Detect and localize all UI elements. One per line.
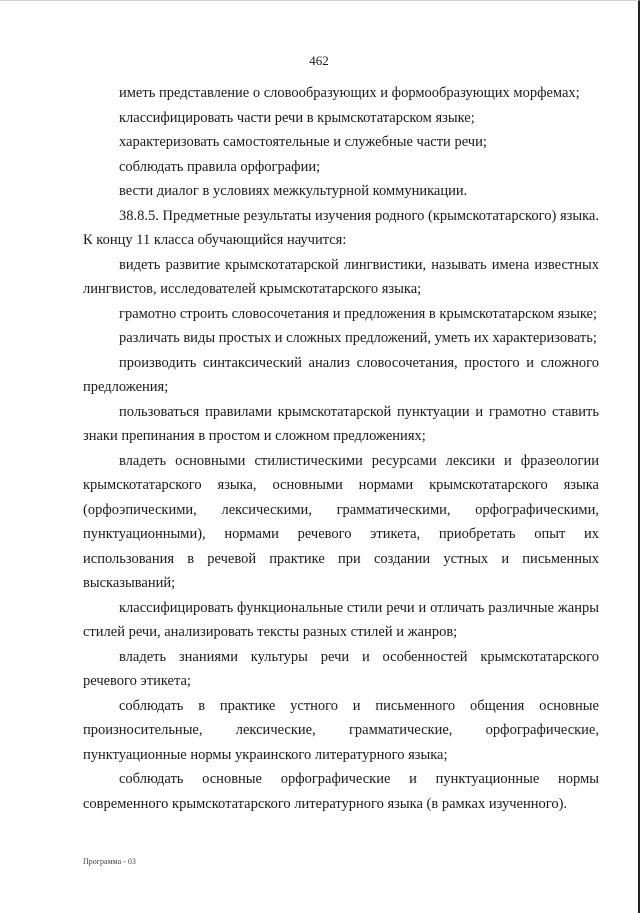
paragraph: владеть знаниями культуры речи и особенностей крымскотатарского речевого этикета; (83, 648, 599, 689)
paragraph: классифицировать функциональные стили речи и отличать различные жанры стилей речи, анализировать тексты разных стилей и жанров; (83, 599, 599, 640)
paragraph: видеть развитие крымскотатарской лингвистики, называть имена известных лингвистов, исследователей крымскотатарского языка; (83, 256, 599, 297)
paragraph: вести диалог в условиях межкультурной коммуникации. (119, 183, 468, 199)
body-text (83, 81, 599, 816)
paragraph: классифицировать части речи в крымскотатарском языке; (119, 109, 475, 126)
paragraph: соблюдать в практике устного и письменного общения основные произносительные, лексические, грамматические, орфографические, пунктуационные нормы украинского литературного языка; (83, 697, 599, 763)
paragraph: владеть основными стилистическими ресурсами лексики и фразеологии крымскотатарского языка, основными нормами крымскотатарского языка (орфоэпическими, лексическими, грамматическими, орфографическими, пунктуационными), нормами речевого этикета, приобретать опыт их использования в речевой практике при создании устных и письменных высказываний; (83, 452, 599, 591)
paragraph: производить синтаксический анализ словосочетания, простого и сложного предложения; (83, 354, 599, 395)
page-footer: Программа - 03 (83, 857, 136, 866)
paragraph: различать виды простых и сложных предложений, уметь их характеризовать; (119, 330, 597, 346)
page-number: 462 (309, 53, 329, 68)
paragraph: грамотно строить словосочетания и предложения в крымскотатарском языке; (119, 305, 597, 322)
section-heading-paragraph: 38.8.5. Предметные результаты изучения родного (крымскотатарского) языка. К концу 11 класса обучающийся научится: (83, 207, 599, 248)
paragraph: соблюдать правила орфографии; (119, 158, 321, 175)
paragraph: пользоваться правилами крымскотатарской пунктуации и грамотно ставить знаки препинания в простом и сложном предложениях; (83, 403, 599, 444)
paragraph: характеризовать самостоятельные и служебные части речи; (119, 134, 487, 150)
paragraph: соблюдать основные орфографические и пунктуационные нормы современного крымскотатарского литературного языка (в рамках изученного). (83, 771, 599, 812)
paragraph: иметь представление о словообразующих и формообразующих морфемах; (119, 85, 580, 101)
